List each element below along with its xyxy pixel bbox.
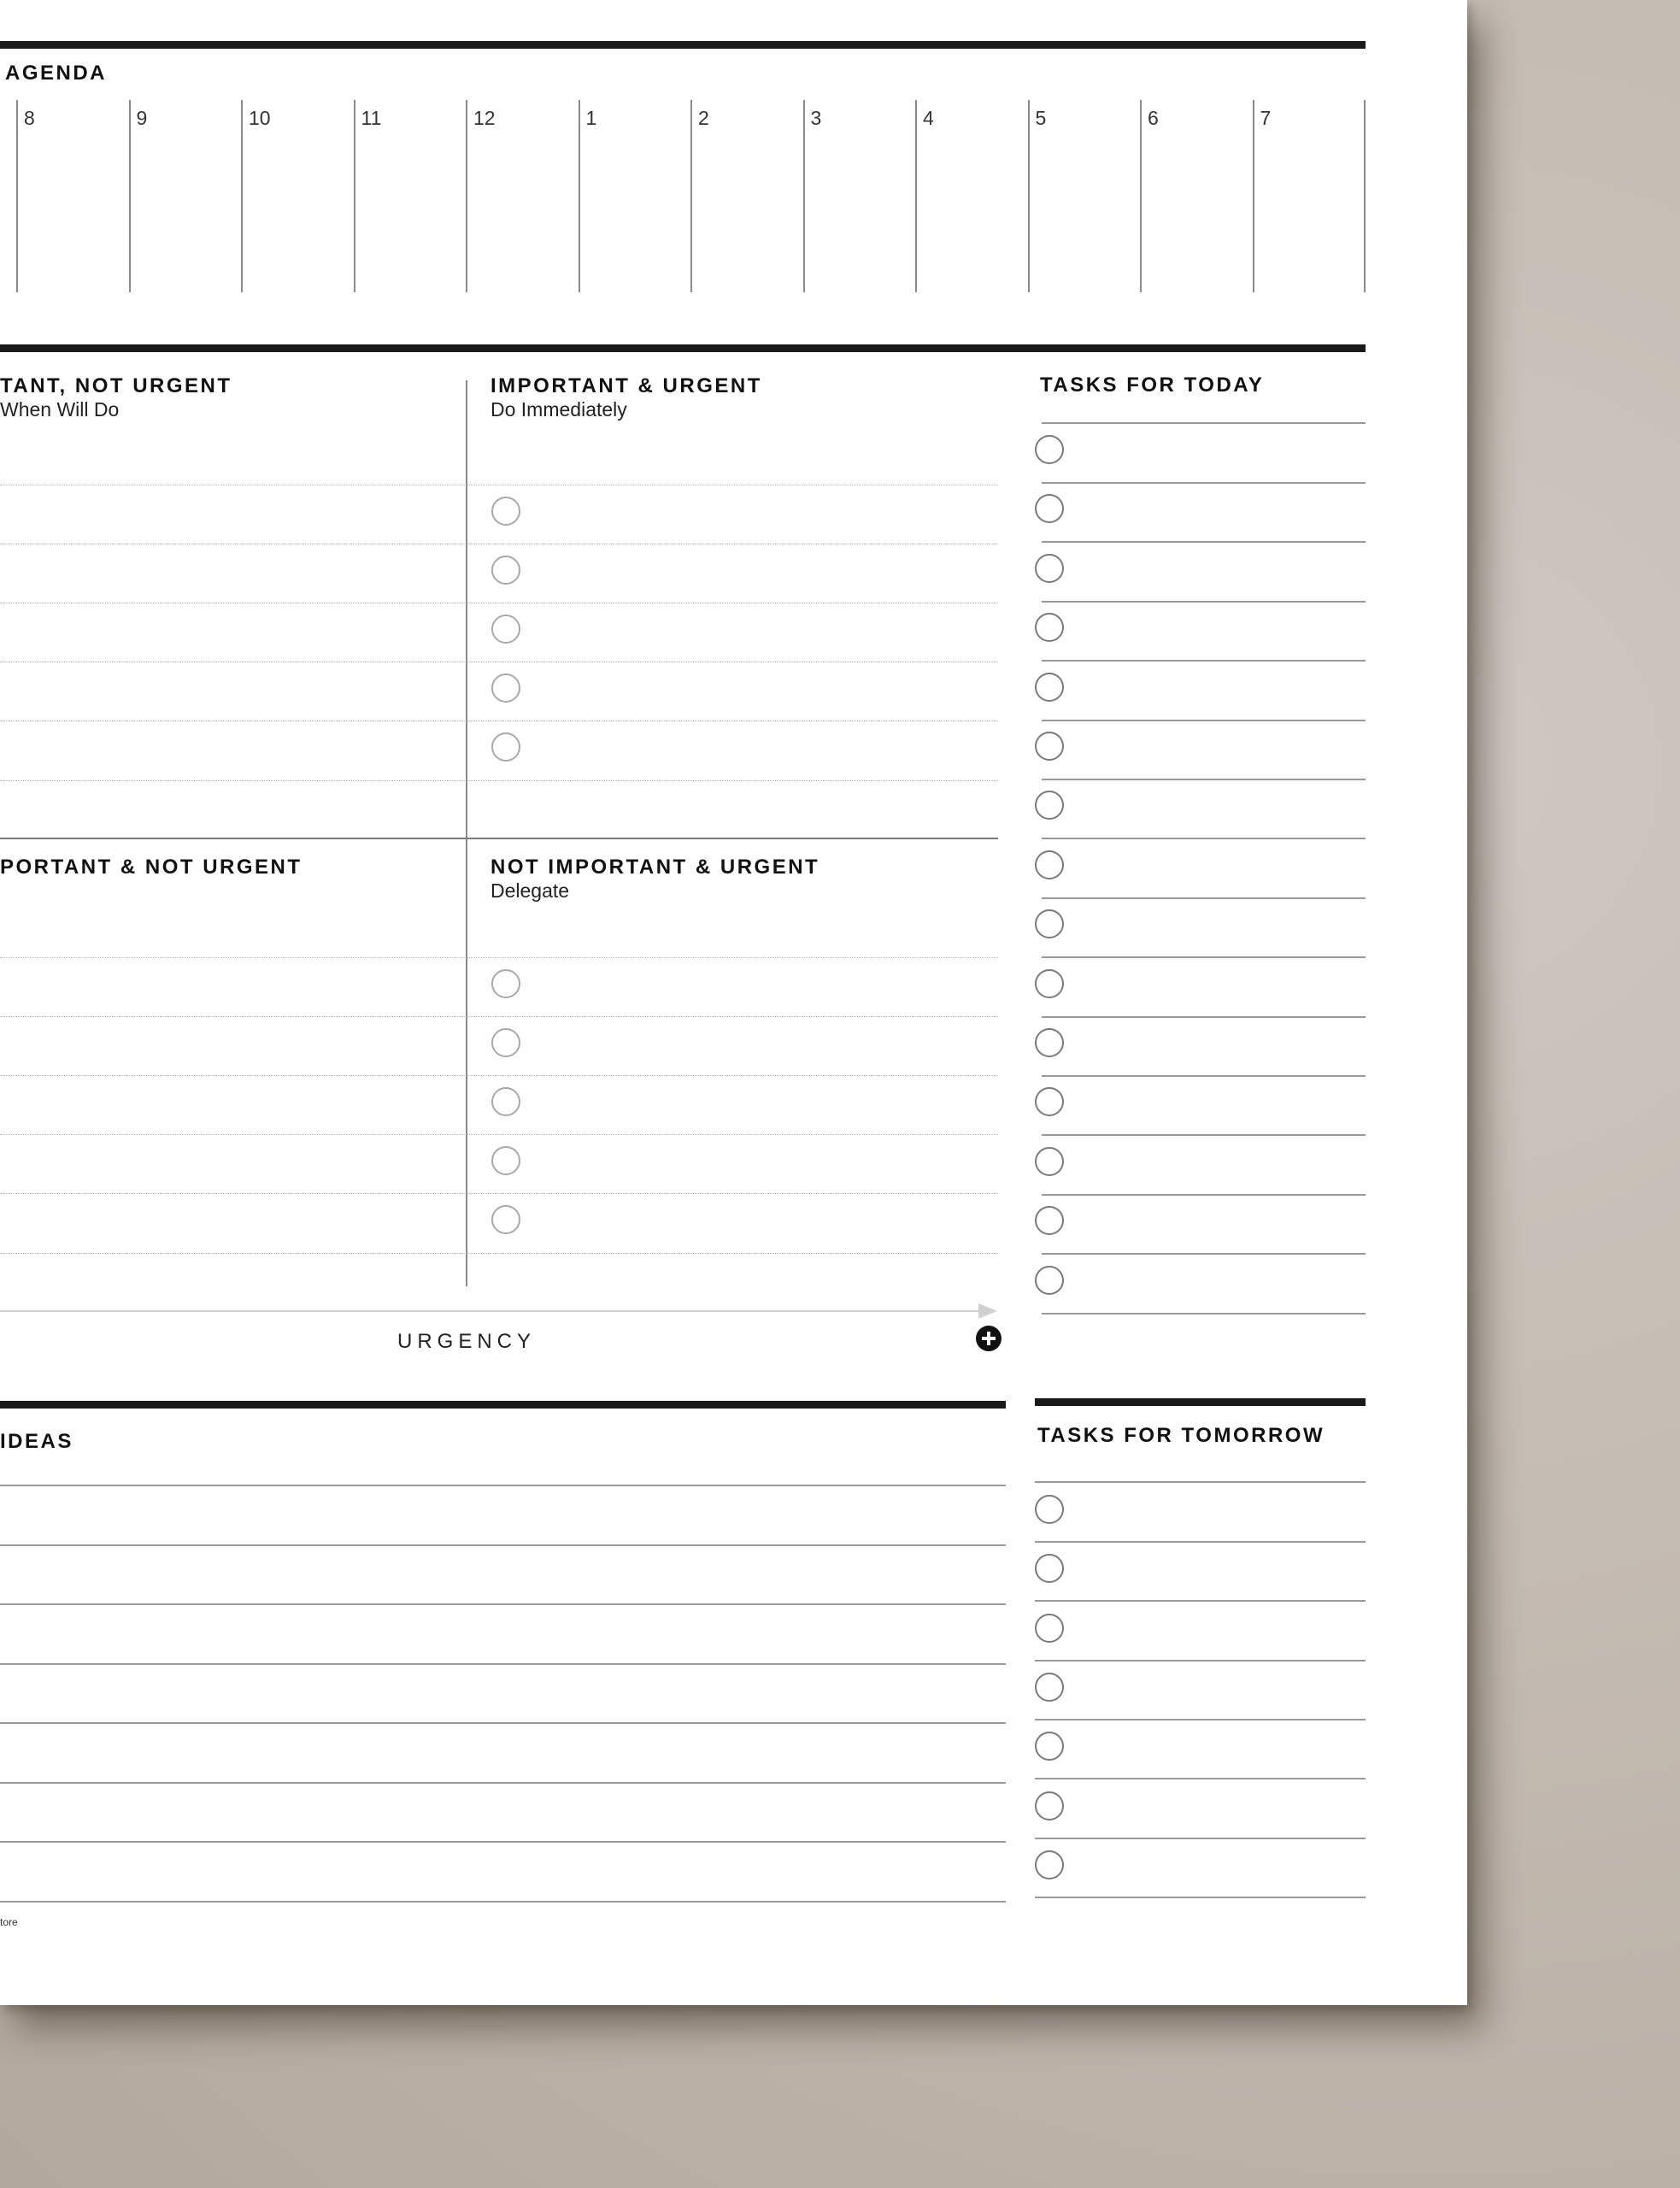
agenda-hour-label: 12 <box>473 107 496 129</box>
agenda-hour-column[interactable] <box>1028 100 1047 292</box>
agenda-top-rule <box>0 41 1366 49</box>
matrix-ruled-line <box>0 780 998 781</box>
plus-circle-icon[interactable] <box>976 1326 1002 1351</box>
matrix-ruled-line <box>0 1134 998 1135</box>
task-row-line <box>1042 1253 1366 1255</box>
tomorrow-checkbox[interactable] <box>1035 1850 1064 1879</box>
tomorrow-checkbox[interactable] <box>1035 1673 1064 1702</box>
task-checkbox[interactable] <box>1035 1266 1064 1295</box>
tomorrow-checkbox[interactable] <box>1035 1495 1064 1524</box>
idea-line[interactable] <box>0 1722 1006 1724</box>
urgency-axis-label: URGENCY <box>397 1330 537 1353</box>
tomorrow-row-line <box>1035 1719 1366 1720</box>
agenda-hour-label: 9 <box>136 107 148 129</box>
tomorrow-checkbox[interactable] <box>1035 1791 1064 1820</box>
tasks-tomorrow-title-rule <box>1035 1481 1366 1483</box>
matrix-task-checkbox[interactable] <box>491 1146 520 1175</box>
tasks-today-title-rule <box>1042 422 1366 424</box>
task-checkbox[interactable] <box>1035 909 1064 938</box>
agenda-hour-label: 2 <box>698 107 709 129</box>
quadrant-bottom-right-title: NOT IMPORTANT & URGENT <box>490 856 820 879</box>
quadrant-top-right-subtitle: Do Immediately <box>490 398 627 421</box>
agenda-hour-column[interactable] <box>579 100 597 292</box>
idea-line[interactable] <box>0 1782 1006 1784</box>
matrix-task-checkbox[interactable] <box>491 556 520 585</box>
matrix-ruled-line <box>0 1075 998 1076</box>
idea-line[interactable] <box>0 1663 1006 1665</box>
task-checkbox[interactable] <box>1035 850 1064 879</box>
idea-line[interactable] <box>0 1603 1006 1605</box>
tomorrow-row-line <box>1035 1897 1366 1898</box>
tomorrow-checkbox[interactable] <box>1035 1554 1064 1583</box>
tomorrow-checkbox[interactable] <box>1035 1614 1064 1643</box>
task-row-line <box>1042 956 1366 958</box>
tasks-tomorrow-top-rule <box>1035 1398 1366 1406</box>
agenda-hour-column[interactable] <box>915 100 934 292</box>
quadrant-top-left-subtitle: When Will Do <box>0 398 120 421</box>
quadrant-top-left-title: TANT, NOT URGENT <box>0 374 232 397</box>
ideas-top-rule <box>0 1401 1006 1409</box>
agenda-hour-label: 1 <box>585 107 597 129</box>
agenda-hour-column[interactable] <box>16 100 35 292</box>
quadrant-bottom-left-title: PORTANT & NOT URGENT <box>0 856 303 879</box>
task-checkbox[interactable] <box>1035 1206 1064 1235</box>
task-row-line <box>1042 838 1366 839</box>
ideas-title: IDEAS <box>0 1430 73 1453</box>
task-checkbox[interactable] <box>1035 494 1064 523</box>
matrix-task-checkbox[interactable] <box>491 615 520 644</box>
agenda-hour-column[interactable] <box>690 100 709 292</box>
task-row-line <box>1042 1075 1366 1077</box>
agenda-hour-column[interactable] <box>1253 100 1272 292</box>
matrix-task-checkbox[interactable] <box>491 1087 520 1116</box>
agenda-hour-label: 3 <box>810 107 822 129</box>
agenda-hour-column[interactable] <box>241 100 271 292</box>
task-row-line <box>1042 1313 1366 1315</box>
matrix-task-checkbox[interactable] <box>491 969 520 998</box>
task-checkbox[interactable] <box>1035 791 1064 820</box>
tasks-tomorrow-title: TASKS FOR TOMORROW <box>1037 1424 1325 1447</box>
task-checkbox[interactable] <box>1035 1028 1064 1057</box>
quadrant-top-right-title: IMPORTANT & URGENT <box>490 374 762 397</box>
agenda-hour-label: 11 <box>361 107 382 129</box>
matrix-vertical-divider <box>466 380 467 1286</box>
task-checkbox[interactable] <box>1035 1147 1064 1176</box>
tomorrow-row-line <box>1035 1600 1366 1602</box>
agenda-hour-column[interactable] <box>803 100 822 292</box>
task-row-line <box>1042 541 1366 543</box>
agenda-hour-label: 5 <box>1035 107 1047 129</box>
matrix-ruled-line <box>0 1253 998 1254</box>
task-checkbox[interactable] <box>1035 969 1064 998</box>
agenda-hour-column[interactable] <box>466 100 496 292</box>
matrix-ruled-line <box>0 957 998 958</box>
task-row-line <box>1042 779 1366 780</box>
agenda-hour-column[interactable] <box>1140 100 1159 292</box>
urgency-axis-line <box>0 1310 983 1312</box>
agenda-hour-label: 10 <box>249 107 271 129</box>
task-checkbox[interactable] <box>1035 435 1064 464</box>
tomorrow-row-line <box>1035 1541 1366 1543</box>
task-row-line <box>1042 482 1366 484</box>
task-row-line <box>1042 1016 1366 1018</box>
task-checkbox[interactable] <box>1035 613 1064 642</box>
task-row-line <box>1042 660 1366 662</box>
tasks-today-title: TASKS FOR TODAY <box>1040 373 1265 397</box>
task-row-line <box>1042 1194 1366 1196</box>
task-checkbox[interactable] <box>1035 1087 1064 1116</box>
agenda-end-tick <box>1364 100 1366 292</box>
agenda-title: AGENDA <box>5 62 108 85</box>
matrix-ruled-line <box>0 1016 998 1017</box>
agenda-hour-label: 8 <box>24 107 35 129</box>
matrix-task-checkbox[interactable] <box>491 1205 520 1234</box>
matrix-top-rule <box>0 344 1366 352</box>
tomorrow-row-line <box>1035 1660 1366 1662</box>
matrix-horizontal-divider <box>0 838 998 839</box>
agenda-hour-label: 6 <box>1148 107 1159 129</box>
matrix-task-checkbox[interactable] <box>491 732 520 762</box>
tomorrow-row-line <box>1035 1838 1366 1839</box>
idea-line[interactable] <box>0 1485 1006 1486</box>
task-checkbox[interactable] <box>1035 554 1064 583</box>
tomorrow-checkbox[interactable] <box>1035 1732 1064 1761</box>
matrix-ruled-line <box>0 1193 998 1194</box>
tomorrow-row-line <box>1035 1778 1366 1779</box>
task-checkbox[interactable] <box>1035 732 1064 761</box>
task-row-line <box>1042 720 1366 721</box>
idea-line[interactable] <box>0 1544 1006 1546</box>
task-row-line <box>1042 601 1366 603</box>
matrix-task-checkbox[interactable] <box>491 673 520 703</box>
arrow-right-icon <box>978 1303 997 1319</box>
idea-line[interactable] <box>0 1841 1006 1843</box>
matrix-task-checkbox[interactable] <box>491 1028 520 1057</box>
agenda-hour-column[interactable] <box>354 100 382 292</box>
footer-note: tore <box>0 1916 18 1928</box>
agenda-hour-label: 4 <box>923 107 934 129</box>
agenda-hour-label: 7 <box>1260 107 1272 129</box>
idea-line[interactable] <box>0 1901 1006 1903</box>
task-checkbox[interactable] <box>1035 673 1064 702</box>
quadrant-bottom-right-subtitle: Delegate <box>490 879 570 902</box>
task-row-line <box>1042 897 1366 899</box>
matrix-task-checkbox[interactable] <box>491 497 520 526</box>
agenda-hour-column[interactable] <box>129 100 148 292</box>
task-row-line <box>1042 1134 1366 1136</box>
